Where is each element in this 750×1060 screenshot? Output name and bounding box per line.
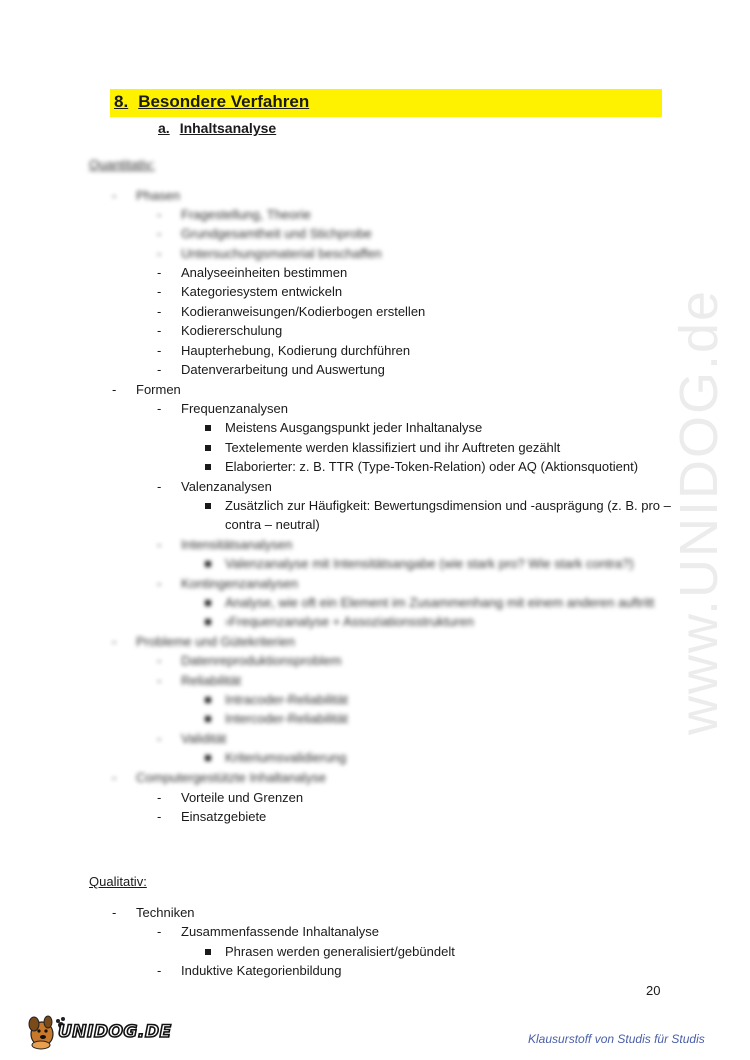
bullet-square-icon bbox=[205, 716, 211, 722]
bullet-item: Valenzanalyse mit Intensitätsangabe (wie stark pro? Wie stark contra?) bbox=[205, 556, 634, 572]
list-item: - Induktive Kategorienbildung bbox=[157, 963, 342, 978]
bullet-square-icon bbox=[205, 949, 211, 955]
list-item: - Validität bbox=[157, 731, 227, 746]
list-item: - Techniken bbox=[112, 905, 195, 920]
list-item: - Kodieranweisungen/Kodierbogen erstellen bbox=[157, 304, 426, 319]
quantitativ-heading: Quantitativ: bbox=[89, 157, 155, 172]
bullet-square-icon bbox=[205, 755, 211, 761]
list-item: - Frequenzanalysen bbox=[157, 401, 288, 416]
bullet-item: Zusätzlich zur Häufigkeit: Bewertungsdimension und -ausprägung (z. B. pro – bbox=[205, 498, 671, 514]
list-item: - Computergestützte Inhaltanalyse bbox=[112, 770, 327, 785]
bullet-square-icon bbox=[205, 561, 211, 567]
bullet-item: Intracoder-Reliabilität bbox=[205, 692, 348, 708]
subsection-title: a. Inhaltsanalyse bbox=[158, 120, 277, 136]
list-item: - Kontingenzanalysen bbox=[157, 576, 299, 591]
list-item: - Intensitätsanalysen bbox=[157, 537, 293, 552]
list-item: - Vorteile und Grenzen bbox=[157, 790, 304, 805]
bullet-item: Textelemente werden klassifiziert und ihr Auftreten gezählt bbox=[205, 440, 560, 456]
bullet-item-continuation: contra – neutral) bbox=[225, 517, 320, 532]
watermark-text: www.UNIDOG.de bbox=[669, 288, 729, 735]
list-item: - Haupterhebung, Kodierung durchführen bbox=[157, 343, 411, 358]
bullet-item: Intercoder-Reliabilität bbox=[205, 711, 348, 727]
bullet-item: Analyse, wie oft ein Element im Zusammenhang mit einem anderen auftritt bbox=[205, 595, 654, 611]
list-item: - Analyseeinheiten bestimmen bbox=[157, 265, 348, 280]
logo-text: UNIDOG.DE bbox=[58, 1022, 172, 1042]
qualitativ-heading: Qualitativ: bbox=[89, 874, 147, 889]
list-item: - Formen bbox=[112, 382, 181, 397]
list-item: - Untersuchungsmaterial beschaffen bbox=[157, 246, 382, 261]
list-item: - Zusammenfassende Inhaltanalyse bbox=[157, 924, 380, 939]
bullet-square-icon bbox=[205, 697, 211, 703]
bullet-square-icon bbox=[205, 619, 211, 625]
list-item: - Datenreproduktionsproblem bbox=[157, 653, 342, 668]
bullet-item: ›Frequenzanalyse + Assoziationsstrukturen bbox=[205, 614, 474, 630]
bullet-square-icon bbox=[205, 445, 211, 451]
bullet-item: Meistens Ausgangspunkt jeder Inhaltanalyse bbox=[205, 420, 482, 436]
list-item: - Kodiererschulung bbox=[157, 323, 283, 338]
list-item: - Einsatzgebiete bbox=[157, 809, 267, 824]
bullet-item: Phrasen werden generalisiert/gebündelt bbox=[205, 944, 455, 960]
page-number: 20 bbox=[646, 983, 661, 998]
list-item: - Probleme und Gütekriterien bbox=[112, 634, 295, 649]
bullet-item: Elaborierter: z. B. TTR (Type-Token-Relation) oder AQ (Aktionsquotient) bbox=[205, 459, 638, 475]
bullet-item: Kriteriumsvalidierung bbox=[205, 750, 346, 766]
list-item: - Datenverarbeitung und Auswertung bbox=[157, 362, 385, 377]
list-item: - Phasen bbox=[112, 188, 181, 203]
section-title: 8. Besondere Verfahren bbox=[114, 92, 310, 111]
list-item: - Kategoriesystem entwickeln bbox=[157, 284, 343, 299]
list-item: - Grundgesamtheit und Stichprobe bbox=[157, 226, 372, 241]
list-item: - Fragestellung, Theorie bbox=[157, 207, 311, 222]
list-item: - Reliabilität bbox=[157, 673, 241, 688]
footer-slogan: Klausurstoff von Studis für Studis bbox=[528, 1032, 705, 1046]
bullet-square-icon bbox=[205, 503, 211, 509]
bullet-square-icon bbox=[205, 464, 211, 470]
bullet-square-icon bbox=[205, 600, 211, 606]
bullet-square-icon bbox=[205, 425, 211, 431]
list-item: - Valenzanalysen bbox=[157, 479, 272, 494]
